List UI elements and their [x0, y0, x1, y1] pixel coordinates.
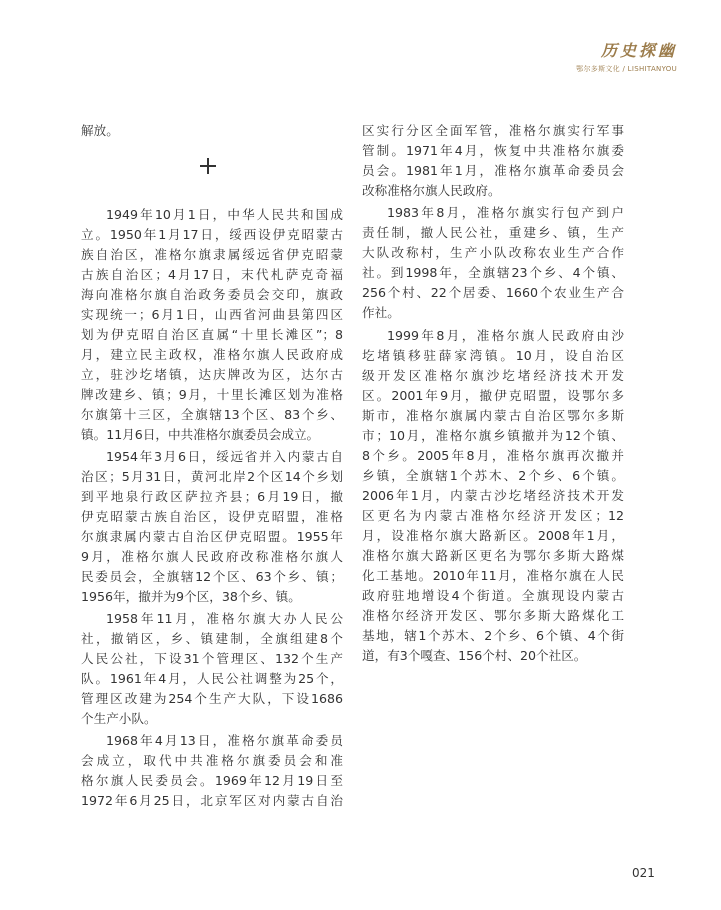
- text-line: 社，撤销区，乡、镇建制，全旗组建8个: [81, 631, 343, 646]
- text-line: 1999年8月，准格尔旗人民政府由沙: [387, 328, 624, 343]
- text-line: 古族自治区；4月17日，末代札萨克奇福: [81, 267, 343, 282]
- header-title: 历史探幽: [600, 41, 677, 60]
- text-line: 1958年11月，准格尔旗大办人民公: [106, 611, 343, 626]
- text-line: 实现统一；6月1日，山西省河曲县第四区: [81, 307, 343, 322]
- text-line: 到平地泉行政区萨拉齐县；6月19日，撤: [81, 489, 343, 504]
- text-line: 1983年8月，准格尔旗实行包产到户: [387, 205, 624, 220]
- text-line: 格尔旗人民委员会。1969年12月19日至: [81, 773, 343, 788]
- text-line: 伊克昭蒙古族自治区，设伊克昭盟，准格: [81, 509, 343, 524]
- text-line: 治区；5月31日，黄河北岸2个区14个乡划: [81, 469, 343, 484]
- text-line: 区实行分区全面军管，准格尔旗实行军事: [362, 123, 624, 138]
- text-line: 民委员会，全旗辖12个区、63个乡、镇；: [81, 569, 343, 584]
- text-line: 立，驻沙圪堵镇，达庆牌改为区，达尔古: [81, 367, 343, 382]
- text-line: 解放。: [81, 123, 119, 138]
- text-line: 月，设准格尔旗大路新区。2008年1月，: [362, 528, 624, 543]
- page-header: [576, 38, 677, 74]
- text-line: 海向准格尔旗自治政务委员会交印，旗政: [81, 287, 343, 302]
- text-line: 尔旗第十三区，全旗辖13个区、83个乡、: [81, 407, 343, 422]
- text-line: 会成立，取代中共准格尔旗委员会和准: [81, 753, 343, 768]
- text-line: 乡镇，全旗辖1个苏木、2个乡、6个镇。: [362, 468, 624, 483]
- text-line: 1949年10月1日，中华人民共和国成: [106, 207, 343, 222]
- text-line: 立。1950年1月17日，绥西设伊克昭蒙古: [81, 227, 343, 242]
- page-number: 021: [632, 866, 655, 880]
- text-line: 月，建立民主政权，准格尔旗人民政府成: [81, 347, 343, 362]
- text-line: 作社。: [362, 305, 400, 320]
- text-line: 1968年4月13日，准格尔旗革命委员: [106, 733, 343, 748]
- text-line: 级开发区准格尔旗沙圪堵经济技术开发: [362, 368, 624, 383]
- text-line: 政府驻地增设4个街道。全旗现设内蒙古: [362, 588, 624, 603]
- text-line: 2006年1月，内蒙古沙圪堵经济技术开发: [362, 488, 624, 503]
- text-line: 区。2001年9月，撤伊克昭盟，设鄂尔多: [362, 388, 624, 403]
- text-line: 1954年3月6日，绥远省并入内蒙古自: [106, 449, 343, 464]
- text-line: 镇。11月6日，中共准格尔旗委员会成立。: [81, 427, 320, 442]
- text-line: 准格尔经济开发区、鄂尔多斯大路煤化工: [362, 608, 624, 623]
- text-line: 化工基地。2010年11月，准格尔旗在人民: [362, 568, 624, 583]
- text-line: 改称准格尔旗人民政府。: [362, 183, 501, 198]
- text-line: 斯市，准格尔旗属内蒙古自治区鄂尔多斯: [362, 408, 624, 423]
- text-line: 管理区改建为254个生产大队，下设1686: [81, 691, 343, 706]
- text-line: 个生产小队。: [81, 711, 157, 726]
- text-line: 基地，辖1个苏木、2个乡、6个镇、4个街: [362, 628, 624, 643]
- text-line: 256个村、22个居委、1660个农业生产合: [362, 285, 624, 300]
- text-line: 9月，准格尔旗人民政府改称准格尔旗人: [81, 549, 343, 564]
- header-subtitle: 鄂尔多斯文化 / LISHITANYOU: [576, 65, 677, 73]
- section-divider-cross-icon: [200, 158, 216, 174]
- text-line: 划为伊克昭自治区直属“十里长滩区”；8: [81, 327, 343, 342]
- text-line: 牌改建乡、镇；9月，十里长滩区划为准格: [81, 387, 343, 402]
- text-line: 社。到1998年，全旗辖23个乡、4个镇、: [362, 265, 624, 280]
- text-line: 准格尔旗大路新区更名为鄂尔多斯大路煤: [362, 548, 624, 563]
- text-line: 圪堵镇移驻薛家湾镇。10月，设自治区: [362, 348, 624, 363]
- text-line: 区更名为内蒙古准格尔经济开发区；12: [362, 508, 624, 523]
- text-line: 责任制，撤人民公社，重建乡、镇，生产: [362, 225, 624, 240]
- text-line: 族自治区，准格尔旗隶属绥远省伊克昭蒙: [81, 247, 343, 262]
- text-line: 道，有3个嘎查、156个村、20个社区。: [362, 648, 587, 663]
- text-line: 市；10月，准格尔旗乡镇撤并为12个镇、: [362, 428, 624, 443]
- text-line: 尔旗隶属内蒙古自治区伊克昭盟。1955年: [81, 529, 343, 544]
- text-line: 8个乡。2005年8月，准格尔旗再次撤并: [362, 448, 624, 463]
- text-line: 员会。1981年1月，准格尔旗革命委员会: [362, 163, 624, 178]
- text-line: 大队改称村，生产小队改称农业生产合作: [362, 245, 624, 260]
- text-line: 队。1961年4月，人民公社调整为25个，: [81, 671, 343, 686]
- text-line: 1972年6月25日，北京军区对内蒙古自治: [81, 793, 343, 808]
- text-line: 1956年，撤并为9个区，38个乡、镇。: [81, 589, 301, 604]
- text-line: 管制。1971年4月，恢复中共准格尔旗委: [362, 143, 624, 158]
- text-line: 人民公社，下设31个管理区、132个生产: [81, 651, 343, 666]
